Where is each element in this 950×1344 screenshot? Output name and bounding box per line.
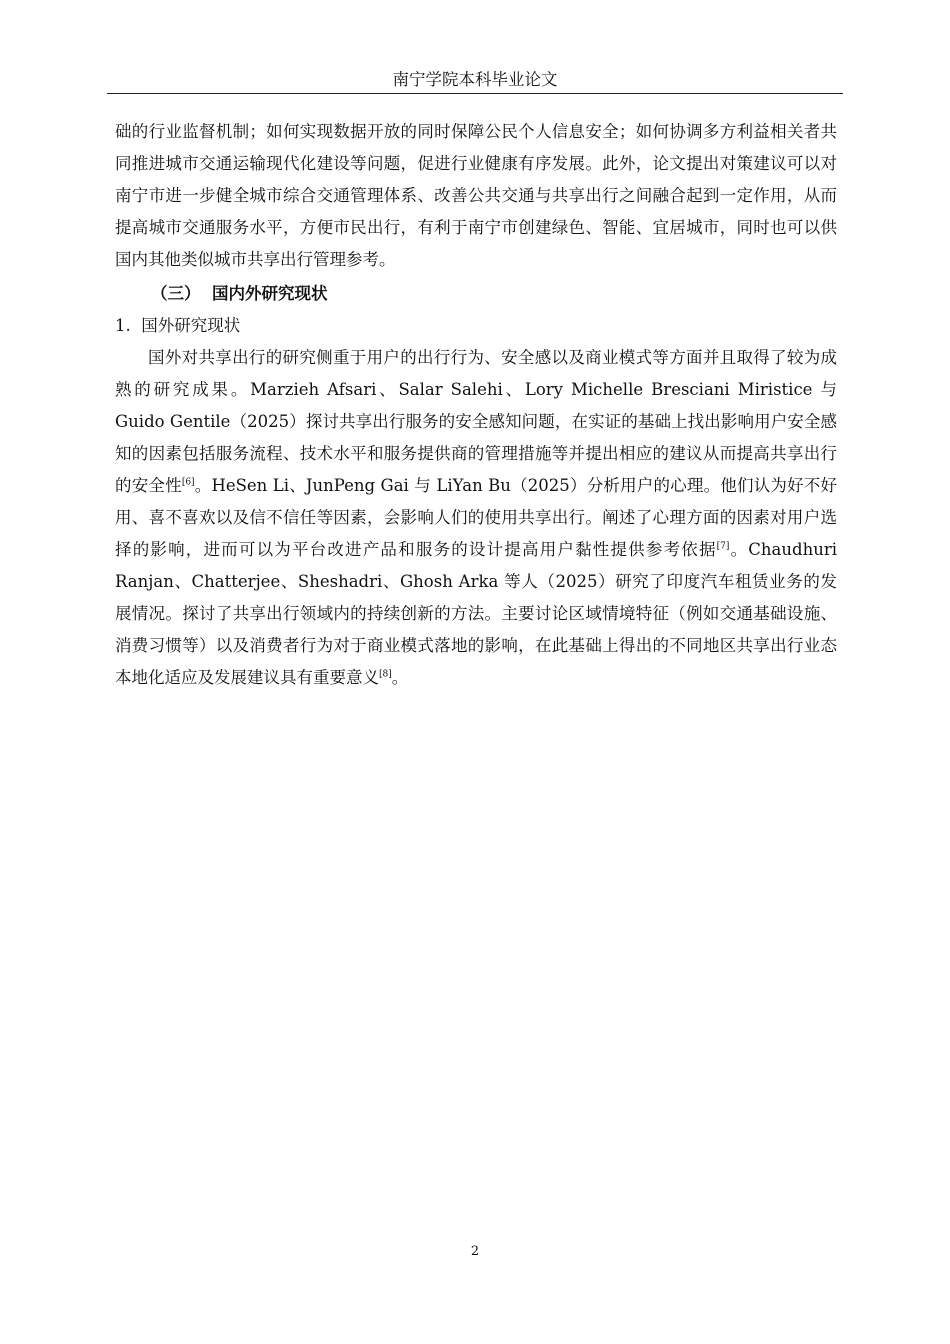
paragraph-text: 。HeSen Li、JunPeng Gai 与 LiYan Bu（2025）分析用户的心理。他们认为好不好用、喜不喜欢以及信不信任等因素，会影响人们的使用共享出行。阐述了心理方面的因素对用户选择的影响，进而可以为平台改进产品和服务的设计提高用户黏性提供参考依据: [115, 476, 838, 559]
citation-ref: [6]: [181, 477, 195, 488]
section-heading: （三） 国内外研究现状: [151, 284, 328, 303]
subsection-heading: 1. 国外研究现状: [115, 316, 241, 335]
paragraph-text: 。: [391, 668, 409, 687]
page-header: 南宁学院本科毕业论文: [392, 70, 558, 89]
header-rule: [107, 93, 843, 94]
citation-ref: [8]: [379, 669, 392, 680]
citation-ref: [7]: [716, 541, 730, 552]
paragraph-foreign-research: [115, 342, 837, 694]
paragraph-continuation: 础的行业监督机制；如何实现数据开放的同时保障公民个人信息安全；如何协调多方利益相关者共同推进城市交通运输现代化建设等问题，促进行业健康有序发展。此外，论文提出对策建议可以对南宁市进一步健全城市综合交通管理体系、改善公共交通与共享出行之间融合起到一定作用，从而提高城市交通服务水平，方便市民出行，有利于南宁市创建绿色、智能、宜居城市，同时也可以供国内其他类似城市共享出行管理参考。: [115, 122, 837, 269]
paragraph-text: 国外对共享出行的研究侧重于用户的出行行为、安全感以及商业模式等方面并且取得了较为成熟的研究成果。Marzieh Afsari、Salar Salehi、Lory Michelle Bresciani Miristice 与 Guido Gentile（2025）探讨共享出行服务的安全感知问题，在实证的基础上找出影响用户安全感知的因素包括服务流程、技术水平和服务提供商的管理措施等并提出相应的建议从而提高共享出行的安全性: [115, 348, 837, 495]
paragraph-text: 。Chaudhuri Ranjan、Chatterjee、Sheshadri、Ghosh Arka 等人（2025）研究了印度汽车租赁业务的发展情况。探讨了共享出行领域内的持续创新的方法。主要讨论区域情境特征（例如交通基础设施、消费习惯等）以及消费者行为对于商业模式落地的影响，在此基础上得出的不同地区共享出行业态本地化适应及发展建议具有重要意义: [115, 540, 837, 687]
page-number: 2: [470, 1244, 480, 1259]
document-body: [115, 116, 837, 694]
